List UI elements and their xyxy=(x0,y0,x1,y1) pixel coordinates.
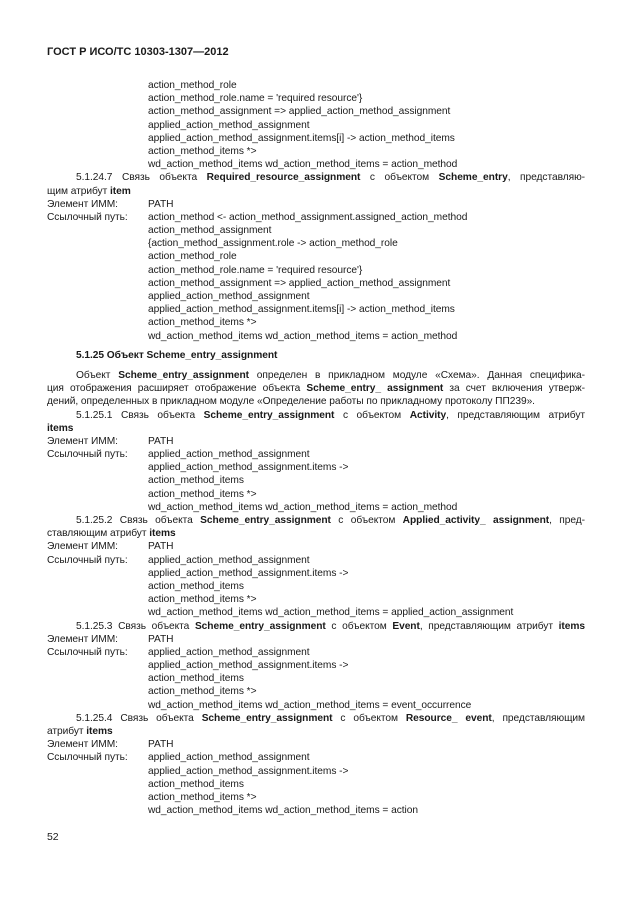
path-line: wd_action_method_items wd_action_method_items = action_method xyxy=(148,330,458,342)
paragraph-line: ция отображения расширяет отображение объекта Scheme_entry_ assignment за счет включения утверж- xyxy=(47,383,586,395)
element-row xyxy=(47,435,585,448)
path-line: action_method_items *> xyxy=(148,594,257,606)
path-line: applied_action_method_assignment.items -> xyxy=(148,660,349,672)
reference-path-label: Ссылочный путь: xyxy=(47,211,128,223)
element-row xyxy=(47,198,585,211)
path-line: action_method_role xyxy=(148,251,237,263)
path-line: action_method_items xyxy=(148,475,244,487)
path-line: action_method_items *> xyxy=(148,488,257,500)
clause-heading: 5.1.24.7 Связь объекта Required_resource_assignment с объектом Scheme_entry, представляю- xyxy=(76,172,586,184)
section-5-1-25-1 xyxy=(47,409,585,515)
clause-heading: 5.1.25.2 Связь объекта Scheme_entry_assignment с объектом Applied_activity_ assignment, пред- xyxy=(76,515,585,526)
path-line: action_method_role.name = 'required resource'} xyxy=(148,93,363,105)
path-line: applied_action_method_assignment.items -> xyxy=(148,462,349,474)
path-line: applied_action_method_assignment.items[i] -> action_method_items xyxy=(148,132,455,144)
page-content xyxy=(47,79,585,817)
path-line: action_method_assignment => applied_action_method_assignment xyxy=(148,106,451,118)
reference-path-label: Ссылочный путь: xyxy=(47,449,128,461)
path-line: applied_action_method_assignment xyxy=(148,752,310,764)
element-label: Элемент ИММ: xyxy=(47,198,118,210)
element-label: Элемент ИММ: xyxy=(47,541,118,553)
clause-heading: 5.1.25.4 Связь объекта Scheme_entry_assignment с объектом Resource_ event, представляющим xyxy=(76,712,585,724)
path-line: applied_action_method_assignment.items -> xyxy=(148,567,349,579)
path-line: action_method_role xyxy=(148,80,237,91)
reference-path-label: Ссылочный путь: xyxy=(47,554,128,566)
section-5-1-24-7 xyxy=(47,171,585,342)
reference-path-row xyxy=(47,646,585,659)
element-row xyxy=(47,540,585,553)
section-5-1-25-4 xyxy=(47,712,585,818)
clause-heading-cont: items xyxy=(47,422,74,434)
section-5-1-25-3 xyxy=(47,620,585,712)
path-line: action_method_items xyxy=(148,673,244,685)
reference-path-row xyxy=(47,751,585,764)
path-line: action_method_items *> xyxy=(148,145,257,157)
reference-path-label: Ссылочный путь: xyxy=(47,752,128,764)
clause-heading-cont: ставляющим атрибут items xyxy=(47,528,176,540)
element-row xyxy=(47,738,585,751)
page-number: 52 xyxy=(47,831,59,843)
path-line: applied_action_method_assignment xyxy=(148,291,310,302)
path-line: action_method <- action_method_assignment.assigned_action_method xyxy=(148,211,468,223)
element-value: PATH xyxy=(148,541,174,553)
element-row xyxy=(47,633,585,646)
clause-heading: 5.1.25.3 Связь объекта Scheme_entry_assignment с объектом Event, представляющим атрибут items xyxy=(76,620,585,632)
clause-heading-cont: атрибут items xyxy=(47,726,113,737)
element-label: Элемент ИММ: xyxy=(47,435,118,447)
path-line: action_method_assignment => applied_action_method_assignment xyxy=(148,277,451,289)
path-line: {action_method_assignment.role -> action_method_role xyxy=(148,238,398,250)
path-line: applied_action_method_assignment xyxy=(148,449,310,461)
path-line: applied_action_method_assignment xyxy=(148,646,310,658)
element-value: PATH xyxy=(148,739,174,751)
path-line: applied_action_method_assignment.items[i] -> action_method_items xyxy=(148,304,455,316)
element-value: PATH xyxy=(148,198,174,210)
clause-heading: 5.1.25.1 Связь объекта Scheme_entry_assignment с объектом Activity, представляющим атрибут xyxy=(76,409,585,421)
path-line: action_method_assignment xyxy=(148,225,272,237)
element-label: Элемент ИММ: xyxy=(47,739,118,751)
path-line: action_method_items *> xyxy=(148,317,257,329)
path-line: action_method_items xyxy=(148,778,244,790)
paragraph-line: дений, определенных в прикладном модуле «Определение работы по прикладному протоколу ПП239». xyxy=(47,396,535,408)
path-line: applied_action_method_assignment xyxy=(148,119,310,131)
reference-path-row xyxy=(47,448,585,461)
reference-path-label: Ссылочный путь: xyxy=(47,646,128,658)
path-line: action_method_items *> xyxy=(148,686,257,698)
path-line: wd_action_method_items wd_action_method_items = action_method xyxy=(148,159,458,171)
path-line: wd_action_method_items wd_action_method_items = action_method xyxy=(148,501,458,513)
path-line: applied_action_method_assignment xyxy=(148,554,310,566)
path-line: wd_action_method_items wd_action_method_items = action xyxy=(148,805,418,817)
section-5-1-25-2 xyxy=(47,514,585,620)
element-value: PATH xyxy=(148,633,174,645)
path-line: applied_action_method_assignment.items -> xyxy=(148,765,349,777)
element-value: PATH xyxy=(148,435,174,447)
path-line: action_method_items *> xyxy=(148,791,257,803)
continued-path-block xyxy=(47,79,585,171)
reference-path-row xyxy=(47,554,585,567)
paragraph-line: Объект Scheme_entry_assignment определен в прикладном модуле «Схема». Данная специфика- xyxy=(76,369,585,381)
clause-heading-cont: щим атрибут item xyxy=(47,185,131,197)
reference-path-row xyxy=(47,211,585,224)
element-label: Элемент ИММ: xyxy=(47,633,118,645)
section-5-1-25 xyxy=(47,349,585,409)
path-line: action_method_role.name = 'required resource'} xyxy=(148,264,363,276)
path-line: action_method_items xyxy=(148,580,244,592)
path-line: wd_action_method_items wd_action_method_items = event_occurrence xyxy=(148,699,472,711)
section-heading: 5.1.25 Объект Scheme_entry_assignment xyxy=(76,349,278,361)
document-header: ГОСТ Р ИСО/ТС 10303-1307—2012 xyxy=(47,46,229,58)
path-line: wd_action_method_items wd_action_method_items = applied_action_assignment xyxy=(148,607,514,619)
